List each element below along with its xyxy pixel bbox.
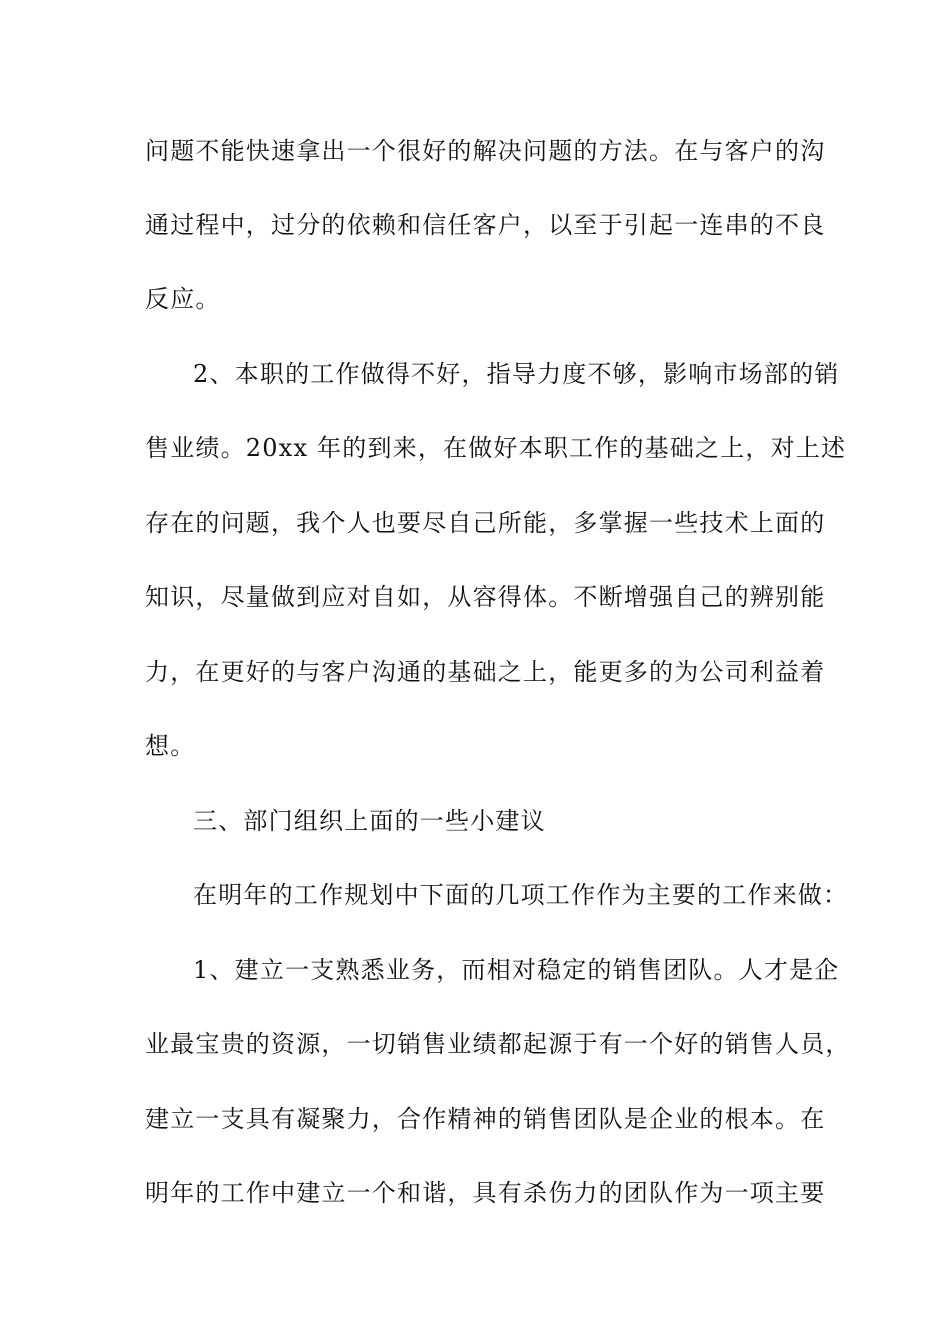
paragraph-line: 2、本职的工作做得不好，指导力度不够，影响市场部的销 [193, 360, 840, 388]
paragraph-line: 在明年的工作规划中下面的几项工作作为主要的工作来做： [193, 881, 849, 909]
section-heading: 三、部门组织上面的一些小建议 [193, 807, 546, 835]
paragraph-line: 售业绩。20xx 年的到来，在做好本职工作的基础之上，对上述 [145, 434, 847, 462]
paragraph-line: 存在的问题，我个人也要尽自己所能，多掌握一些技术上面的 [145, 509, 826, 537]
paragraph-line: 1、建立一支熟悉业务，而相对稳定的销售团队。人才是企 [193, 956, 840, 984]
paragraph-line: 想。 [145, 732, 196, 760]
paragraph-line: 明年的工作中建立一个和谐，具有杀伤力的团队作为一项主要 [145, 1179, 826, 1207]
paragraph-line: 问题不能快速拿出一个很好的解决问题的方法。在与客户的沟 [145, 137, 826, 165]
paragraph-line: 业最宝贵的资源，一切销售业绩都起源于有一个好的销售人员， [145, 1030, 851, 1058]
paragraph-line: 知识，尽量做到应对自如，从容得体。不断增强自己的辨别能 [145, 583, 826, 611]
paragraph-line: 反应。 [145, 285, 221, 313]
paragraph-line: 力，在更好的与客户沟通的基础之上，能更多的为公司利益着 [145, 658, 826, 686]
paragraph-line: 通过程中，过分的依赖和信任客户，以至于引起一连串的不良 [145, 211, 826, 239]
paragraph-line: 建立一支具有凝聚力，合作精神的销售团队是企业的根本。在 [145, 1105, 826, 1133]
